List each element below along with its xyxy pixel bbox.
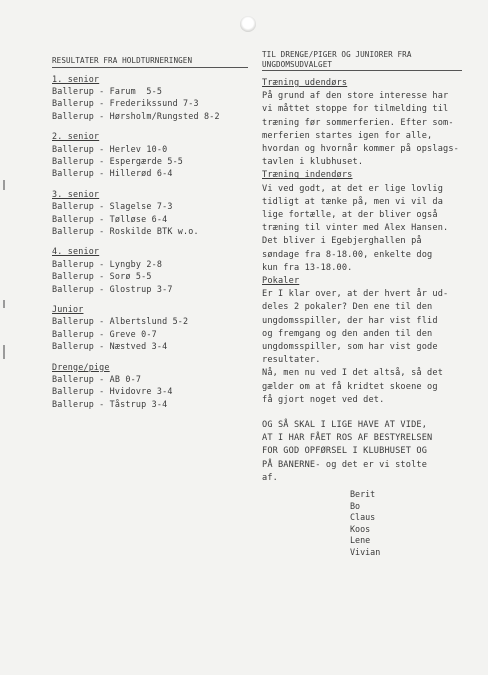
youth-column [262,50,462,559]
section-heading: Junior [52,304,84,314]
match-result: Ballerup - Hvidovre 3-4 [52,386,173,397]
result-section [52,361,248,411]
match-result: Ballerup - Espergærde 5-5 [52,155,184,166]
section-heading-outdoor: Træning udendørs [262,78,348,88]
section-heading-trophies: Pokaler [262,276,300,287]
match-result: Ballerup - Slagelse 7-3 [52,201,173,212]
text-line: FOR GOD OPFØRSEL I KLUBHUSET OG [262,446,428,457]
signature-name: Vivian [350,547,381,558]
text-line: ungdomsspiller, som har vist gode [262,342,438,353]
result-section [52,303,248,353]
match-result: Ballerup - Hillerød 6-4 [52,168,173,179]
paragraph-trophies [262,288,462,407]
text-line: kun fra 13-18.00. [262,262,353,273]
punch-hole [240,16,256,32]
text-line: og fremgang og den anden til den [262,328,433,339]
signature-name: Bo [350,500,361,511]
paragraph-outdoor [262,90,462,169]
text-line: vi måttet stoppe for tilmelding til [262,104,449,115]
text-line: tidligt at tænke på, men vi vil da [262,196,444,207]
paragraph-indoor [262,183,462,275]
text-line: træning til vinter med Alex Hansen. [262,223,449,234]
results-column [52,56,248,410]
results-title: RESULTATER FRA HOLDTURNERINGEN [52,56,193,65]
text-line: hvordan og hvornår kommer på opslags- [262,144,459,155]
text-line: af. [262,472,278,483]
text-line: merferien startes igen for alle, [262,130,433,141]
result-section [52,130,248,180]
match-result: Ballerup - Herlev 10-0 [52,143,168,154]
result-section [52,245,248,295]
text-line: få gjort noget ved det. [262,394,385,405]
match-result: Ballerup - Sorø 5-5 [52,271,152,282]
section-heading-indoor: Træning indendørs [262,170,353,181]
text-line: Er I klar over, at der hvert år ud- [262,289,449,300]
section-heading: 4. senior [52,246,100,257]
section-heading: 3. senior [52,188,100,199]
edge-mark [3,300,5,308]
paragraph-praise [262,419,462,485]
title-rule [52,67,248,68]
youth-title-line2: UNGDOMSUDVALGET [262,59,333,69]
signature-name: Berit [350,489,376,500]
text-line: træning før sommerferien. Efter som- [262,117,454,128]
result-section [52,188,248,238]
match-result: Ballerup - Tåstrup 3-4 [52,398,168,409]
text-line: Det bliver i Egebjerghallen på [262,236,422,247]
edge-mark [3,180,5,190]
text-line: søndage fra 8-18.00, enkelte dog [262,249,433,260]
text-line: lige fortælle, at der bliver også [262,210,438,221]
match-result: Ballerup - Glostrup 3-7 [52,283,173,294]
match-result: Ballerup - Greve 0-7 [52,328,157,339]
match-result: Ballerup - Tølløse 6-4 [52,213,168,224]
signature-name: Lene [350,535,371,546]
text-line: ungdomsspiller, der har vist flid [262,315,438,326]
result-section [52,73,248,123]
signature-name: Koos [350,523,371,534]
results-sections [52,73,248,411]
match-result: Ballerup - Næstved 3-4 [52,341,168,352]
match-result: Ballerup - Hørsholm/Rungsted 8-2 [52,110,220,121]
text-line: PÅ BANERNE- og det er vi stolte [262,459,428,470]
edge-mark [3,345,5,359]
match-result: Ballerup - Farum 5-5 [52,85,163,96]
match-result: Ballerup - Frederikssund 7-3 [52,98,199,109]
match-result: Ballerup - Lyngby 2-8 [52,258,163,269]
section-heading: 2. senior [52,131,100,142]
signature-name: Claus [350,512,376,523]
match-result: Ballerup - Albertslund 5-2 [52,316,189,327]
match-result: Ballerup - AB 0-7 [52,374,142,385]
text-line: gælder om at få kridtet skoene og [262,381,438,392]
text-line: tavlen i klubhuset. [262,157,364,168]
text-line: Nå, men nu ved I det altså, så det [262,368,444,379]
spacer [262,407,462,419]
text-line: Vi ved godt, at det er lige lovlig [262,183,444,194]
signature-list [262,489,462,559]
youth-title-line1: TIL DRENGE/PIGER OG JUNIORER FRA [262,50,412,59]
text-line: OG SÅ SKAL I LIGE HAVE AT VIDE, [262,420,428,431]
match-result: Ballerup - Roskilde BTK w.o. [52,225,199,236]
section-heading: 1. senior [52,73,100,84]
text-line: resultater. [262,355,321,366]
text-line: På grund af den store interesse har [262,91,449,102]
section-heading: Drenge/pige [52,361,110,372]
text-line: AT I HAR FÅET ROS AF BESTYRELSEN [262,433,433,444]
text-line: deles 2 pokaler? Den ene til den [262,302,433,313]
title-rule [262,70,462,71]
